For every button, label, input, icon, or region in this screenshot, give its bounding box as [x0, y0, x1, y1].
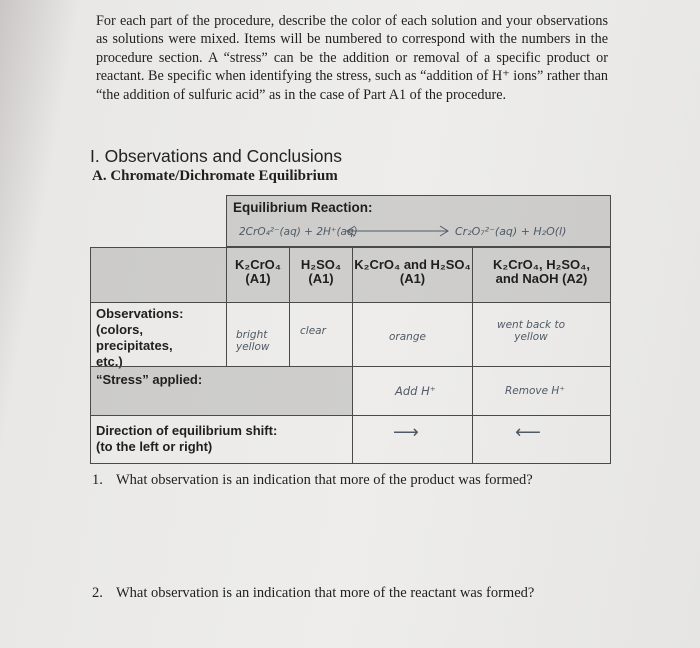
reaction-cell: [226, 195, 611, 247]
equilibrium-table: [90, 195, 611, 464]
right-arrow-icon: ⟶: [393, 422, 419, 443]
header-col1: [226, 247, 290, 303]
equilibrium-arrow-icon: [345, 224, 450, 238]
instructions-paragraph: For each part of the procedure, describe the color of each solution and your observations as solutions were mixed. Items will be numbered to correspond with the numbers in the procedure section. A “stress” can be the addition or removal of a specific product or reactant. Be specific when identifying the stress, such as “addition of H⁺ ions” rather than “the addition of sulfuric acid” as in the case of Part A1 of the procedure.: [96, 13, 608, 103]
col1-part: (A1): [245, 271, 271, 286]
question-1-text: What observation is an indication that more of the product was formed?: [116, 472, 533, 488]
observation-col4-cell: [472, 302, 611, 367]
left-arrow-icon: ⟵: [515, 422, 541, 443]
direction-col4-cell: [472, 415, 611, 464]
observations-label: Observations: (colors, precipitates, etc.): [90, 302, 227, 367]
section-title: I. Observations and Conclusions: [90, 146, 342, 166]
header-blank-cell: [90, 247, 227, 303]
header-col3: [352, 247, 473, 303]
stress-col3: Add H⁺: [395, 384, 436, 398]
question-1: [92, 472, 533, 489]
observation-col2-cell: [289, 302, 353, 367]
col3-formula: K₂CrO₄ and H₂SO₄: [354, 257, 471, 272]
stress-col4: Remove H⁺: [505, 385, 565, 397]
observation-col3-cell: [352, 302, 473, 367]
observation-col3: orange: [389, 331, 426, 343]
col1-formula: K₂CrO₄: [235, 257, 281, 272]
reaction-right-handwritten: Cr₂O₇²⁻(aq) + H₂O(l): [455, 225, 567, 238]
observation-col1-cell: [226, 302, 290, 367]
stress-label-cell: [90, 366, 353, 416]
col4-formula: K₂CrO₄, H₂SO₄,: [493, 257, 590, 272]
header-col2: [289, 247, 353, 303]
direction-col3-cell: [352, 415, 473, 464]
observation-col1: bright yellow: [236, 329, 270, 353]
stress-label: “Stress” applied:: [96, 372, 203, 387]
col3-part: (A1): [399, 271, 426, 286]
col4-part: and NaOH (A2): [495, 271, 588, 286]
col2-part: (A1): [308, 271, 334, 286]
reaction-label: Equilibrium Reaction:: [233, 200, 373, 215]
question-2-text: What observation is an indication that more of the reactant was formed?: [116, 585, 535, 601]
question-1-number: 1.: [92, 472, 103, 488]
observation-col2: clear: [300, 325, 326, 337]
direction-label-cell: [90, 415, 353, 464]
observation-col4: went back to yellow: [497, 319, 565, 343]
stress-col3-cell: [352, 366, 473, 416]
reaction-left-handwritten: 2CrO₄²⁻(aq) + 2H⁺(aq): [239, 226, 358, 238]
question-2-number: 2.: [92, 585, 103, 601]
subsection-title: A. Chromate/Dichromate Equilibrium: [92, 168, 338, 184]
direction-label: Direction of equilibrium shift: (to the left or right): [96, 423, 278, 454]
question-2: [92, 585, 534, 602]
col2-formula: H₂SO₄: [300, 257, 342, 272]
header-col4: [472, 247, 611, 303]
stress-col4-cell: [472, 366, 611, 416]
